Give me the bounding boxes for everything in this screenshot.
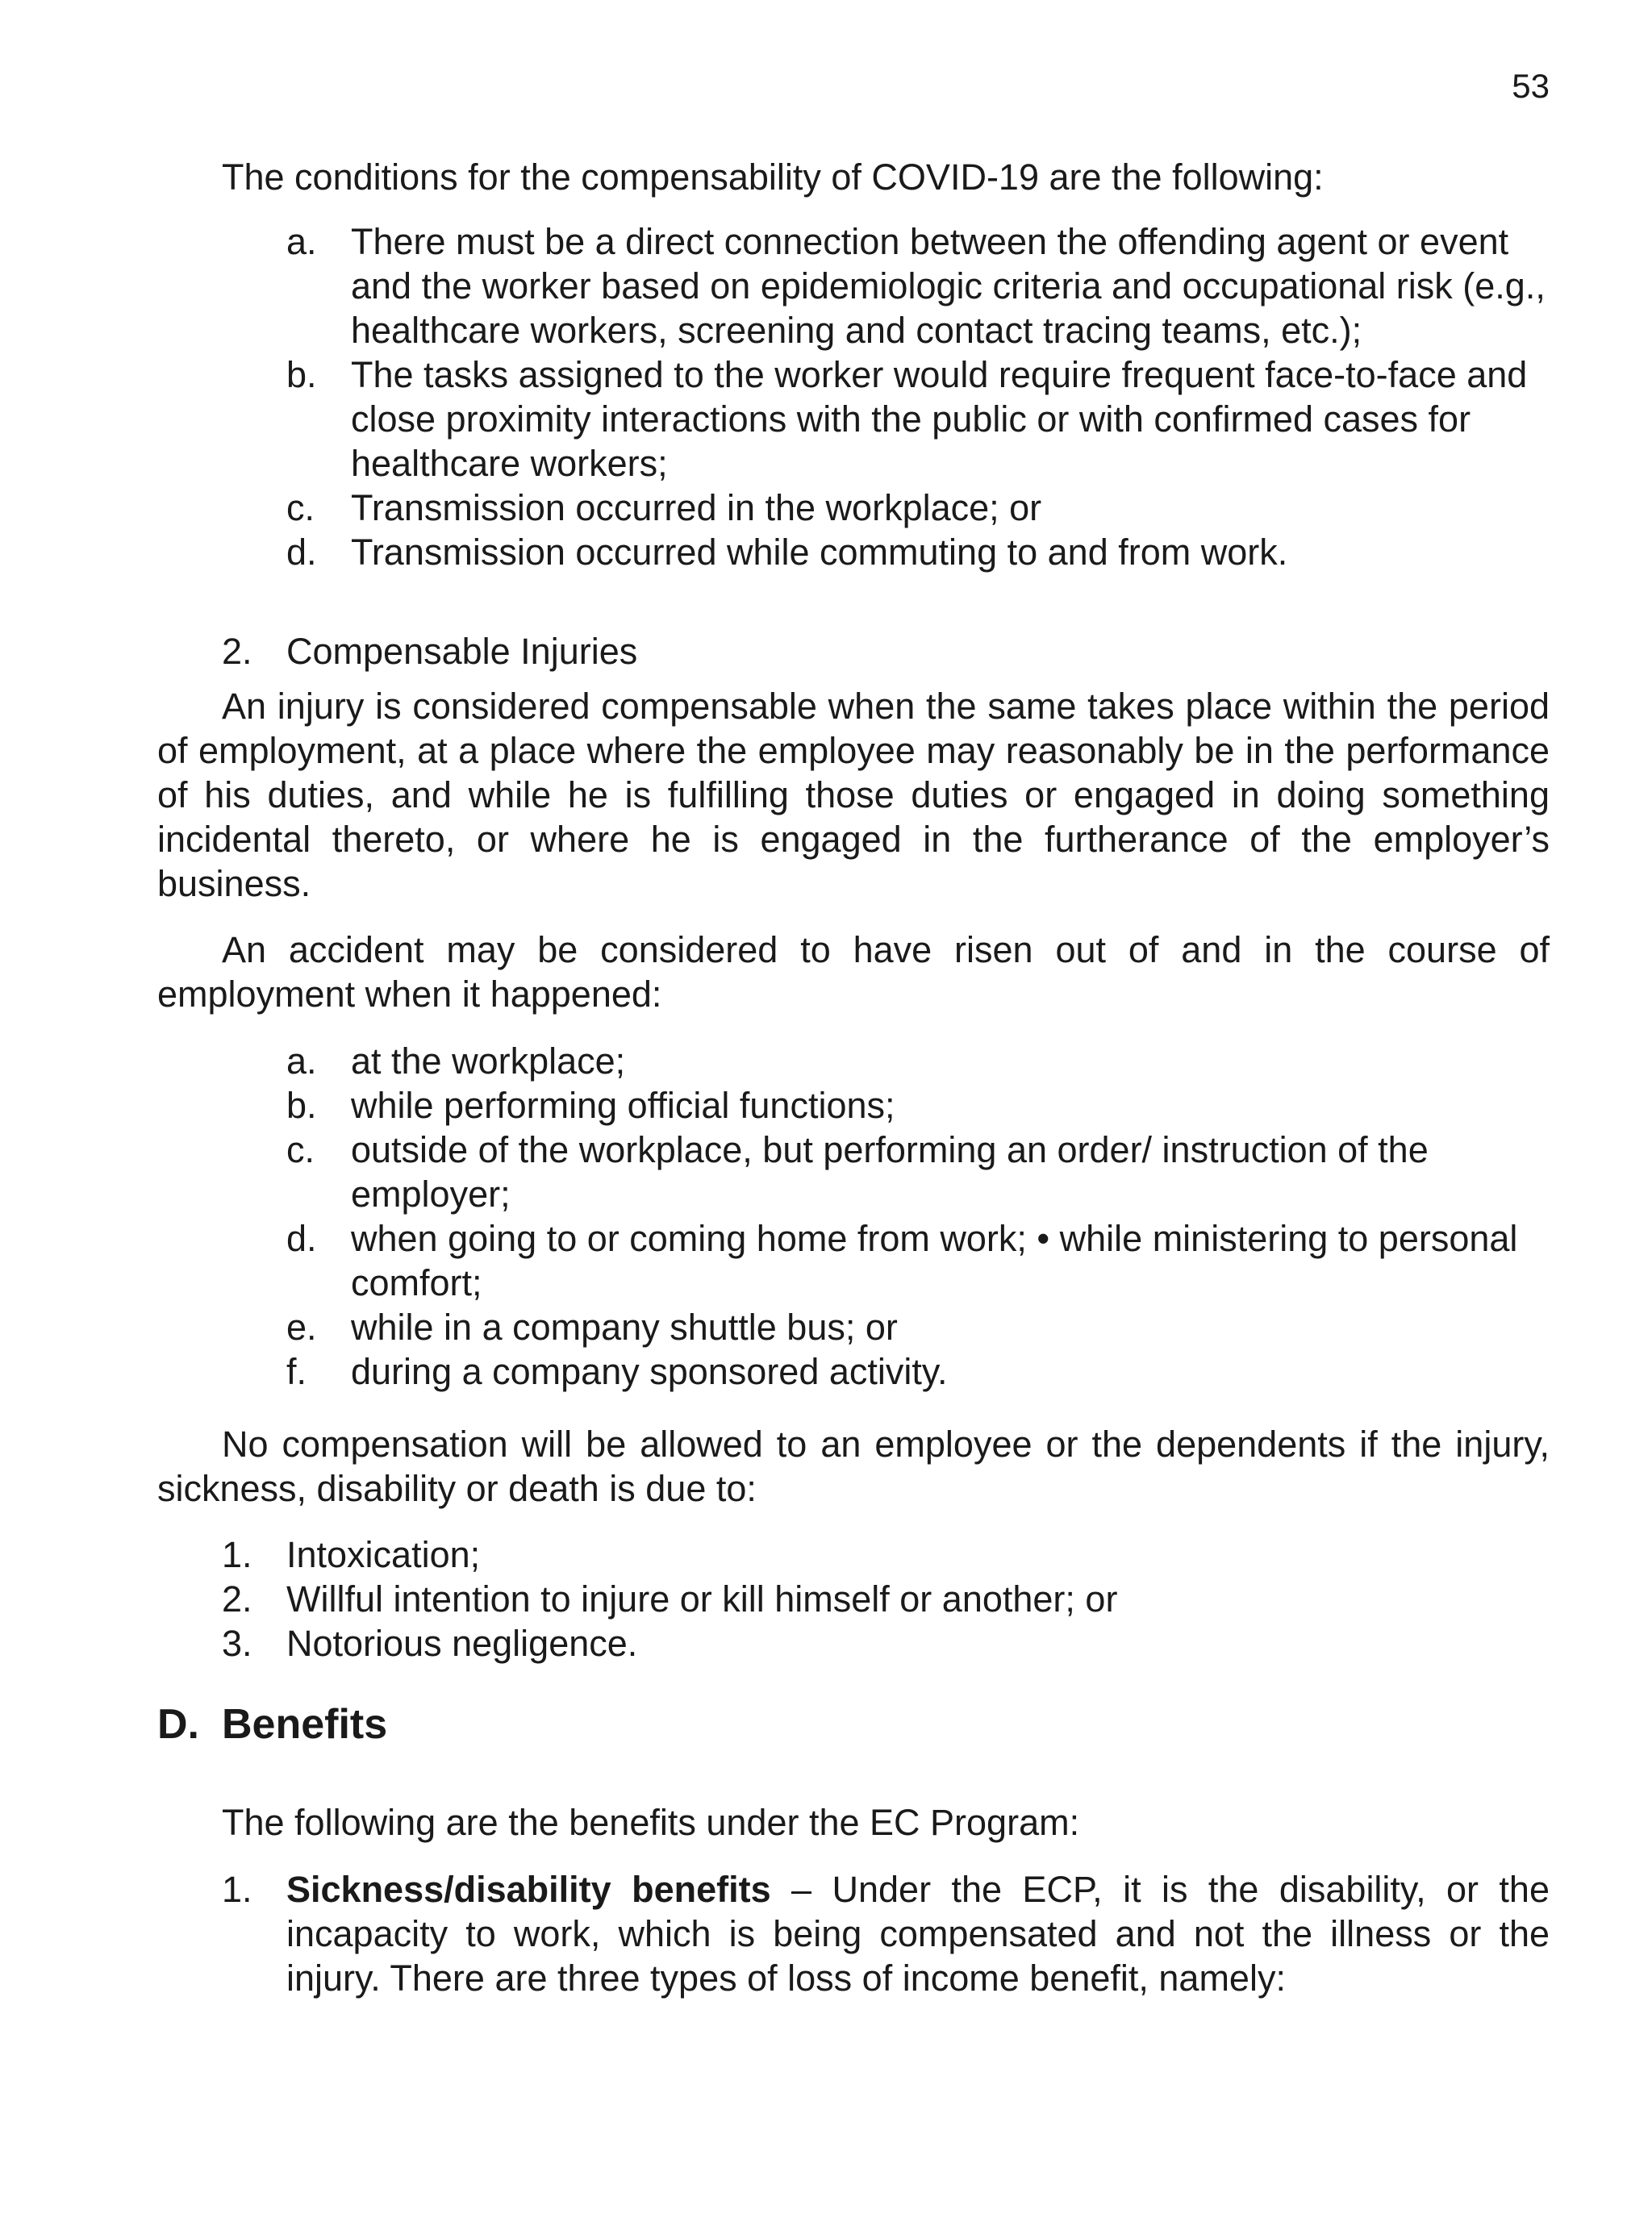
- list-item-text: while performing official functions;: [351, 1085, 895, 1126]
- benefit-item-1: [222, 1867, 1550, 2000]
- list-marker: d.: [286, 1218, 317, 1259]
- list-item: [286, 1216, 1550, 1305]
- list-marker: c.: [286, 487, 315, 528]
- list-marker: 1.: [222, 1869, 252, 1910]
- section-title: Benefits: [222, 1701, 388, 1748]
- exclusions-list: [222, 1532, 1550, 1666]
- list-item: [222, 1577, 1550, 1621]
- accident-intro: An accident may be considered to have risen out of and in the course of employment when it happened:: [157, 929, 1550, 1015]
- list-item: [286, 486, 1550, 530]
- list-item: [286, 1083, 1550, 1128]
- list-marker: 1.: [222, 1534, 252, 1575]
- list-item-text: Willful intention to injure or kill himself or another; or: [286, 1578, 1118, 1620]
- list-marker: a.: [286, 1040, 317, 1082]
- list-item: [286, 219, 1550, 352]
- accident-items-list: [286, 1039, 1550, 1394]
- benefit-title: Sickness/disability benefits: [286, 1869, 771, 1910]
- covid-conditions-list: [286, 219, 1550, 574]
- list-marker: d.: [286, 532, 317, 573]
- list-item-text: Notorious negligence.: [286, 1623, 638, 1664]
- subheading-text: Compensable Injuries: [286, 631, 638, 672]
- list-item: [286, 1305, 1550, 1349]
- section-letter: D.: [157, 1701, 199, 1748]
- list-marker: 3.: [222, 1623, 252, 1664]
- list-item: [222, 1621, 1550, 1666]
- list-marker: b.: [286, 354, 317, 395]
- section-heading: [157, 1699, 387, 1750]
- list-item-text: There must be a direct connection between the offending agent or event and the worker based on epidemiologic criteria and occupational risk (e.g., healthcare workers, screening and contact tracing teams, etc.);: [351, 221, 1546, 351]
- list-item-text: Transmission occurred while commuting to and from work.: [351, 532, 1288, 573]
- page-number: 53: [1512, 67, 1550, 105]
- list-item-text: The tasks assigned to the worker would require frequent face-to-face and close proximity interactions with the public or with confirmed cases for healthcare workers;: [351, 354, 1528, 484]
- list-item: [286, 1039, 1550, 1083]
- list-item-text: during a company sponsored activity.: [351, 1351, 948, 1392]
- list-marker: b.: [286, 1085, 317, 1126]
- no-compensation-intro: No compensation will be allowed to an employee or the dependents if the injury, sickness, disability or death is due to:: [157, 1424, 1550, 1509]
- injuries-subheading: [222, 629, 1550, 673]
- injury-paragraph: An injury is considered compensable when the same takes place within the period of employment, at a place where the employee may reasonably be in the performance of his duties, and while he is fulfilling those duties or engaged in doing something incidental thereto, or where he is engaged in the furtherance of the employer’s business.: [157, 686, 1550, 904]
- list-item-text: Intoxication;: [286, 1534, 481, 1575]
- subheading-marker: 2.: [222, 631, 252, 672]
- list-item: [286, 1349, 1550, 1394]
- covid-intro: The conditions for the compensability of COVID-19 are the following:: [222, 156, 1324, 198]
- benefits-intro: The following are the benefits under the EC Program:: [222, 1802, 1080, 1843]
- list-item: [286, 352, 1550, 486]
- list-item: [222, 1532, 1550, 1577]
- list-item-text: at the workplace;: [351, 1040, 626, 1082]
- list-marker: a.: [286, 221, 317, 262]
- list-item: [286, 530, 1550, 574]
- list-item-text: outside of the workplace, but performing an order/ instruction of the employer;: [351, 1129, 1429, 1215]
- list-marker: e.: [286, 1307, 317, 1348]
- list-item-text: when going to or coming home from work; • while ministering to personal comfort;: [351, 1218, 1518, 1303]
- list-item: [286, 1128, 1550, 1216]
- list-marker: f.: [286, 1351, 307, 1392]
- list-item-text: Transmission occurred in the workplace; or: [351, 487, 1042, 528]
- list-marker: 2.: [222, 1578, 252, 1620]
- list-marker: c.: [286, 1129, 315, 1170]
- benefit-text: – Under the ECP, it is the disability, or the incapacity to work, which is being compensated and not the illness or the injury. There are three types of loss of income benefit, namely:: [286, 1869, 1550, 1999]
- list-item-text: while in a company shuttle bus; or: [351, 1307, 898, 1348]
